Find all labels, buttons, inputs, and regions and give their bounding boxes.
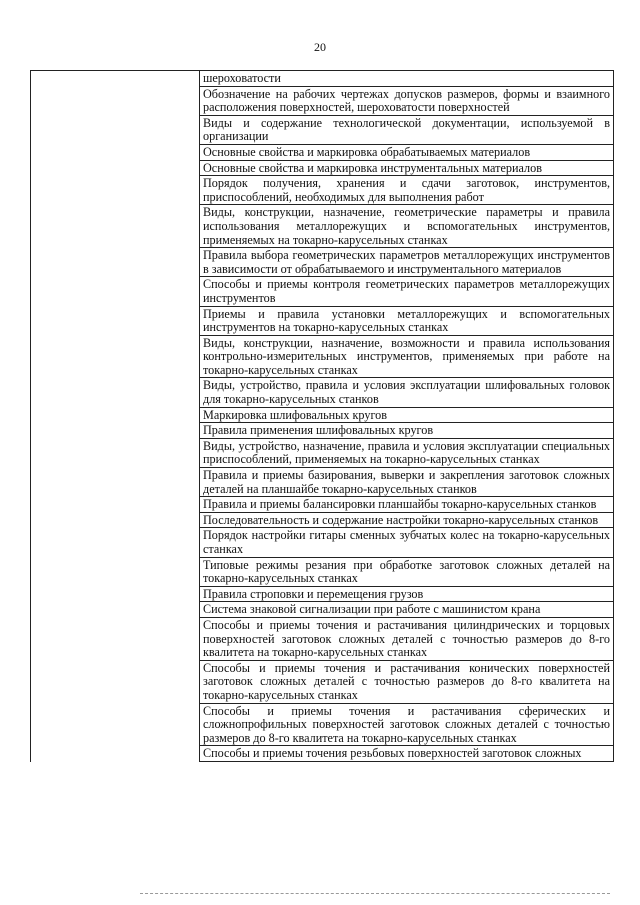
table-cell-empty [31, 468, 200, 497]
table-cell-empty [31, 205, 200, 248]
table-cell-text: Виды, устройство, назначение, правила и условия эксплуатации специальных приспособлений, применяемых на токарно-карусельных станках [200, 439, 614, 468]
table-cell-empty [31, 176, 200, 205]
table-row [31, 468, 614, 497]
table-cell-empty [31, 746, 200, 762]
table-cell-empty [31, 408, 200, 424]
scan-artifact-line [140, 893, 610, 894]
table-cell-empty [31, 87, 200, 116]
table-cell-empty [31, 378, 200, 407]
table-row [31, 661, 614, 704]
table-row [31, 408, 614, 424]
table-row [31, 618, 614, 661]
table-cell-text: Типовые режимы резания при обработке заготовок сложных деталей на токарно-карусельных станках [200, 558, 614, 587]
table-row [31, 602, 614, 618]
table-cell-empty [31, 513, 200, 529]
table-row [31, 71, 614, 87]
table-cell-empty [31, 602, 200, 618]
table-cell-empty [31, 145, 200, 161]
table-row [31, 378, 614, 407]
table-row [31, 277, 614, 306]
table-row [31, 558, 614, 587]
table-row [31, 746, 614, 762]
table-cell-text: Система знаковой сигнализации при работе с машинистом крана [200, 602, 614, 618]
table-cell-empty [31, 439, 200, 468]
table-cell-empty [31, 661, 200, 704]
page-number: 20 [314, 40, 326, 54]
table-row [31, 116, 614, 145]
table-row [31, 161, 614, 177]
table-cell-text: Правила строповки и перемещения грузов [200, 587, 614, 603]
table-row [31, 497, 614, 513]
table-row [31, 587, 614, 603]
table-cell-text: Правила и приемы базирования, выверки и закрепления заготовок сложных деталей на планшайбе токарно-карусельных станков [200, 468, 614, 497]
table-cell-empty [31, 618, 200, 661]
table-cell-text: Основные свойства и маркировка инструментальных материалов [200, 161, 614, 177]
knowledge-table [30, 70, 614, 762]
table-cell-text: Основные свойства и маркировка обрабатываемых материалов [200, 145, 614, 161]
table-cell-text: Способы и приемы контроля геометрических параметров металлорежущих инструментов [200, 277, 614, 306]
table-cell-text: Виды, конструкции, назначение, возможности и правила использования контрольно-измерительных инструментов, применяемых при работе на токарно-карусельных станках [200, 336, 614, 379]
table-cell-empty [31, 71, 200, 87]
table-cell-empty [31, 558, 200, 587]
table-cell-empty [31, 336, 200, 379]
table-cell-text: Способы и приемы точения резьбовых поверхностей заготовок сложных [200, 746, 614, 762]
table-cell-text: Способы и приемы точения и растачивания цилиндрических и торцовых поверхностей заготовок сложных деталей с точностью размеров до 8-го квалитета на токарно-карусельных станках [200, 618, 614, 661]
table-row [31, 704, 614, 747]
table-row [31, 336, 614, 379]
table-cell-empty [31, 497, 200, 513]
table-row [31, 423, 614, 439]
table-cell-empty [31, 423, 200, 439]
table-row [31, 176, 614, 205]
table-cell-text: шероховатости [200, 71, 614, 87]
table-cell-text: Приемы и правила установки металлорежущих и вспомогательных инструментов на токарно-карусельных станках [200, 307, 614, 336]
table-row [31, 145, 614, 161]
table-cell-text: Порядок получения, хранения и сдачи заготовок, инструментов, приспособлений, необходимых для выполнения работ [200, 176, 614, 205]
table-cell-text: Последовательность и содержание настройки токарно-карусельных станков [200, 513, 614, 529]
table-row [31, 87, 614, 116]
table-cell-empty [31, 704, 200, 747]
table-row [31, 205, 614, 248]
table-cell-empty [31, 528, 200, 557]
table-cell-text: Виды, конструкции, назначение, геометрические параметры и правила использования металлорежущих и вспомогательных инструментов, применяемых на токарно-карусельных станках [200, 205, 614, 248]
table-cell-empty [31, 116, 200, 145]
table-row [31, 528, 614, 557]
table-cell-empty [31, 277, 200, 306]
table-cell-text: Виды и содержание технологической документации, используемой в организации [200, 116, 614, 145]
table-cell-text: Правила применения шлифовальных кругов [200, 423, 614, 439]
table-row [31, 439, 614, 468]
table-cell-text: Правила и приемы балансировки планшайбы токарно-карусельных станков [200, 497, 614, 513]
table-cell-text: Виды, устройство, правила и условия эксплуатации шлифовальных головок для токарно-карусельных станков [200, 378, 614, 407]
table-row [31, 248, 614, 277]
table-cell-text: Обозначение на рабочих чертежах допусков размеров, формы и взаимного расположения поверхностей, шероховатости поверхностей [200, 87, 614, 116]
table-cell-text: Маркировка шлифовальных кругов [200, 408, 614, 424]
table-cell-empty [31, 587, 200, 603]
table-cell-empty [31, 248, 200, 277]
table-cell-text: Порядок настройки гитары сменных зубчатых колес на токарно-карусельных станках [200, 528, 614, 557]
table-cell-text: Способы и приемы точения и растачивания сферических и сложнопрофильных поверхностей заготовок сложных деталей с точностью размеров до 8-го квалитета на токарно-карусельных станках [200, 704, 614, 747]
table-cell-empty [31, 161, 200, 177]
table-cell-empty [31, 307, 200, 336]
table-cell-text: Способы и приемы точения и растачивания конических поверхностей заготовок сложных деталей с точностью размеров до 8-го квалитета на токарно-карусельных станках [200, 661, 614, 704]
table-row [31, 307, 614, 336]
table-row [31, 513, 614, 529]
table-cell-text: Правила выбора геометрических параметров металлорежущих инструментов в зависимости от обрабатываемого и инструментального материалов [200, 248, 614, 277]
